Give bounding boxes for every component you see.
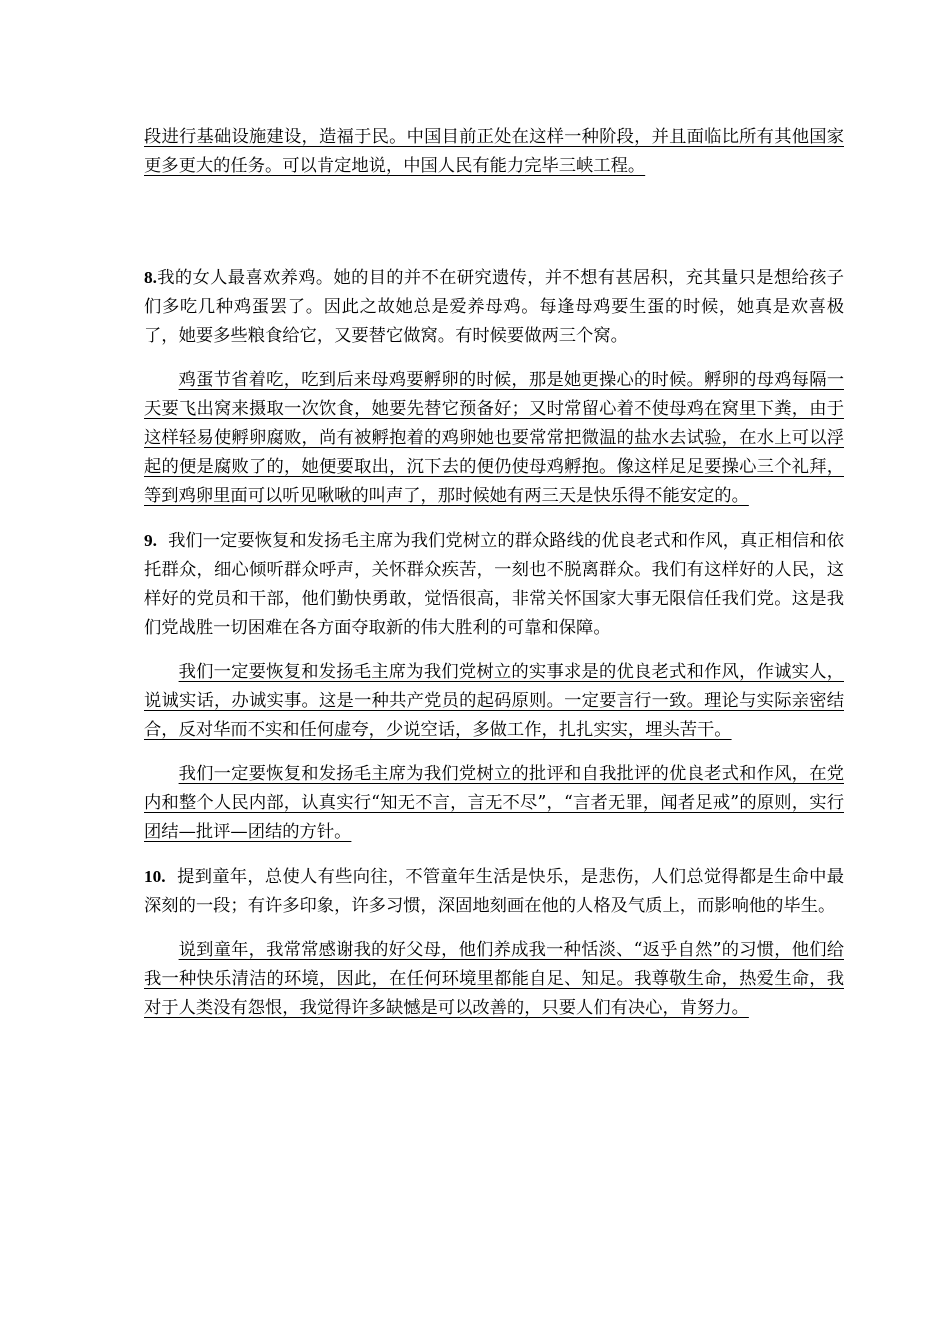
- paragraph-10-translation: [144, 936, 844, 1023]
- paragraph-8-translation-text: 鸡蛋节省着吃，吃到后来母鸡要孵卵的时候，那是她更操心的时候。孵卵的母鸡每隔一天要飞出窝来摄取一次饮食，她要先替它预备好；又时常留心着不使母鸡在窝里下粪，由于这样轻易使孵卵腐败，尚有被孵抱着的鸡卵她也要常常把微温的盐水去试验，在水上可以浮起的便是腐败了的，她便要取出，沉下去的便仍使母鸡孵抱。像这样足足要操心三个礼拜，等到鸡卵里面可以听见啾啾的叫声了，那时候她有两三天是快乐得不能安定的。: [144, 370, 844, 506]
- spacer: [144, 847, 844, 862]
- paragraph-7-continuation-text: 段进行基础设施建设，造福于民。中国目前正处在这样一种阶段，并且面临比所有其他国家更多更大的任务。可以肯定地说，中国人民有能力完毕三峡工程。: [144, 127, 844, 176]
- spacer: [144, 511, 844, 526]
- spacer: [144, 643, 844, 658]
- paragraph-8-source: [144, 263, 844, 351]
- paragraph-9-translation-b: [144, 760, 844, 847]
- paragraph-8-number: 8.: [144, 268, 157, 287]
- spacer: [144, 745, 844, 760]
- paragraph-9-translation-b-text: 我们一定要恢复和发扬毛主席为我们党树立的批评和自我批评的优良老式和作风，在党内和整个人民内部，认真实行“知无不言，言无不尽”，“言者无罪，闻者足戒”的原则，实行团结—批评—团结的方针。: [144, 764, 844, 842]
- document-page: [144, 123, 844, 1023]
- paragraph-10-source-text: 提到童年，总使人有些向往，不管童年生活是快乐，是悲伤，人们总觉得都是生命中最深刻的一段；有许多印象，许多习惯，深固地刻画在他的人格及气质上，而影响他的毕生。: [144, 867, 844, 916]
- paragraph-9-number: 9.: [144, 531, 157, 550]
- paragraph-9-source: [144, 526, 844, 643]
- paragraph-9-translation-a-text: 我们一定要恢复和发扬毛主席为我们党树立的实事求是的优良老式和作风，作诚实人，说诚实话，办诚实事。这是一种共产党员的起码原则。一定要言行一致。理论与实际亲密结合，反对华而不实和任何虚夸，少说空话，多做工作，扎扎实实，埋头苦干。: [144, 662, 844, 740]
- paragraph-9-translation-a: [144, 658, 844, 745]
- spacer: [144, 351, 844, 366]
- paragraph-7-continuation: [144, 123, 844, 181]
- paragraph-8-translation: [144, 366, 844, 511]
- spacer: [144, 181, 844, 263]
- paragraph-8-source-text: 我的女人最喜欢养鸡。她的目的并不在研究遗传，并不想有甚居积，充其量只是想给孩子们多吃几种鸡蛋罢了。因此之故她总是爱养母鸡。每逢母鸡要生蛋的时候，她真是欢喜极了，她要多些粮食给它，又要替它做窝。有时候要做两三个窝。: [144, 268, 844, 346]
- paragraph-9-source-text: 我们一定要恢复和发扬毛主席为我们党树立的群众路线的优良老式和作风，真正相信和依托群众，细心倾听群众呼声，关怀群众疾苦，一刻也不脱离群众。我们有这样好的人民，这样好的党员和干部，他们勤快勇敢，觉悟很高，非常关怀国家大事无限信任我们党。这是我们党战胜一切困难在各方面夺取新的伟大胜利的可靠和保障。: [144, 531, 844, 638]
- paragraph-10-number: 10.: [144, 867, 166, 886]
- spacer: [144, 921, 844, 936]
- paragraph-10-source: [144, 862, 844, 921]
- paragraph-10-translation-text: 说到童年，我常常感谢我的好父母，他们养成我一种恬淡、“返乎自然”的习惯，他们给我一种快乐清洁的环境，因此，在任何环境里都能自足、知足。我尊敬生命，热爱生命，我对于人类没有怨恨，我觉得许多缺憾是可以改善的，只要人们有决心，肯努力。: [144, 940, 844, 1018]
